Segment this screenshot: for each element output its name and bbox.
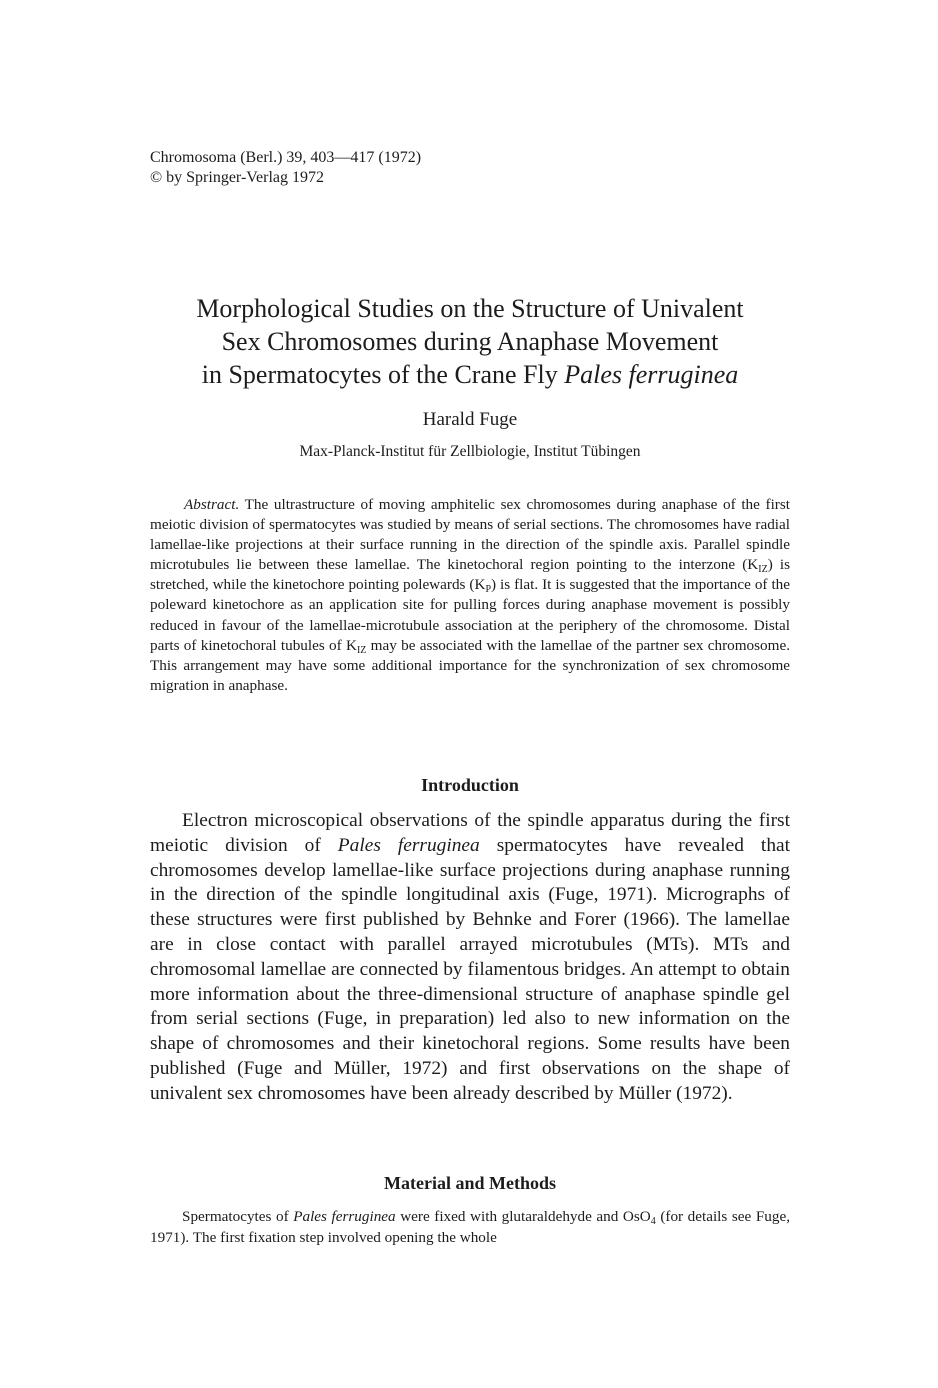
abstract-label: Abstract. bbox=[184, 496, 240, 513]
abstract-sub-1: IZ bbox=[758, 564, 768, 576]
introduction-paragraph bbox=[150, 809, 790, 1107]
intro-text-1: Electron microscopical observations of the spindle apparatus during the first meiotic division of bbox=[150, 810, 790, 856]
methods-paragraph bbox=[150, 1207, 790, 1248]
abstract-text-1: The ultrastructure of moving amphitelic sex chromosomes during anaphase of the first meiotic division of spermatocytes was studied by means of serial sections. The chromosomes have radial lamellae-like projections at their surface running in the direction of the spindle axis. Parallel spindle microtubules lie between these lamellae. The kinetochoral region pointing to the interzone (K bbox=[150, 496, 790, 574]
methods-text-3: (for details see Fuge, 1971). The first fixation step involved opening the whole bbox=[150, 1208, 791, 1246]
abstract-sub-2: P bbox=[485, 584, 492, 596]
author-name: Harald Fuge bbox=[422, 409, 518, 430]
title-line-3-text: in Spermatocytes of the Crane Fly bbox=[201, 360, 565, 389]
abstract-text-4: may be associated with the lamellae of the partner sex chromosome. This arrangement may have some additional importance for the synchronization of sex chromosome migration in anaphase. bbox=[150, 636, 791, 694]
abstract-sub-3: IZ bbox=[356, 644, 367, 656]
title-line-3 bbox=[120, 358, 820, 391]
intro-species: Pales ferruginea bbox=[337, 834, 480, 856]
title-line-1: Morphological Studies on the Structure of Univalent bbox=[196, 294, 744, 323]
abstract bbox=[150, 495, 790, 696]
title-species: Pales ferruginea bbox=[564, 360, 739, 389]
paper-title bbox=[120, 292, 820, 391]
methods-species: Pales ferruginea bbox=[293, 1208, 396, 1225]
methods-sub: 4 bbox=[650, 1216, 656, 1227]
title-line-2: Sex Chromosomes during Anaphase Movement bbox=[221, 327, 719, 356]
intro-text-2: spermatocytes have revealed that chromosomes develop lamellae-like surface projections during anaphase running in the direction of the spindle longitudinal axis (Fuge, 1971). Micrographs of these structures were first published by Behnke and Forer (1966). The lamellae are in close contact with parallel arrayed microtubules (MTs). MTs and chromosomal lamellae are connected by filamentous bridges. An attempt to obtain more information about the three-dimensional structure of anaphase spindle gel from serial sections (Fuge, in preparation) led also to new information on the shape of chromosomes and their kinetochoral regions. Some results have been published (Fuge and Müller, 1972) and first observations on the shape of univalent sex chromosomes have been already described by Müller (1972). bbox=[150, 834, 791, 1104]
methods-text-1: Spermatocytes of bbox=[182, 1208, 294, 1225]
journal-copyright: © by Springer-Verlag 1972 bbox=[150, 169, 325, 186]
abstract-text-2: ) is stretched, while the kinetochore pointing polewards (K bbox=[150, 556, 790, 594]
author-affiliation: Max-Planck-Institut für Zellbiologie, Institut Tübingen bbox=[299, 443, 641, 460]
abstract-text-3: ) is flat. It is suggested that the importance of the poleward kinetochore as an application site for pulling forces during anaphase movement is possibly reduced in favour of the lamellae-microtubule association at the periphery of the chromosome. Distal parts of kinetochoral tubules of K bbox=[150, 576, 791, 654]
methods-heading: Material and Methods bbox=[384, 1173, 556, 1193]
introduction-heading: Introduction bbox=[421, 775, 519, 795]
journal-citation: Chromosoma (Berl.) 39, 403—417 (1972) bbox=[150, 149, 422, 166]
journal-header bbox=[150, 148, 421, 188]
methods-text-2: were fixed with glutaraldehyde and OsO bbox=[395, 1208, 651, 1225]
